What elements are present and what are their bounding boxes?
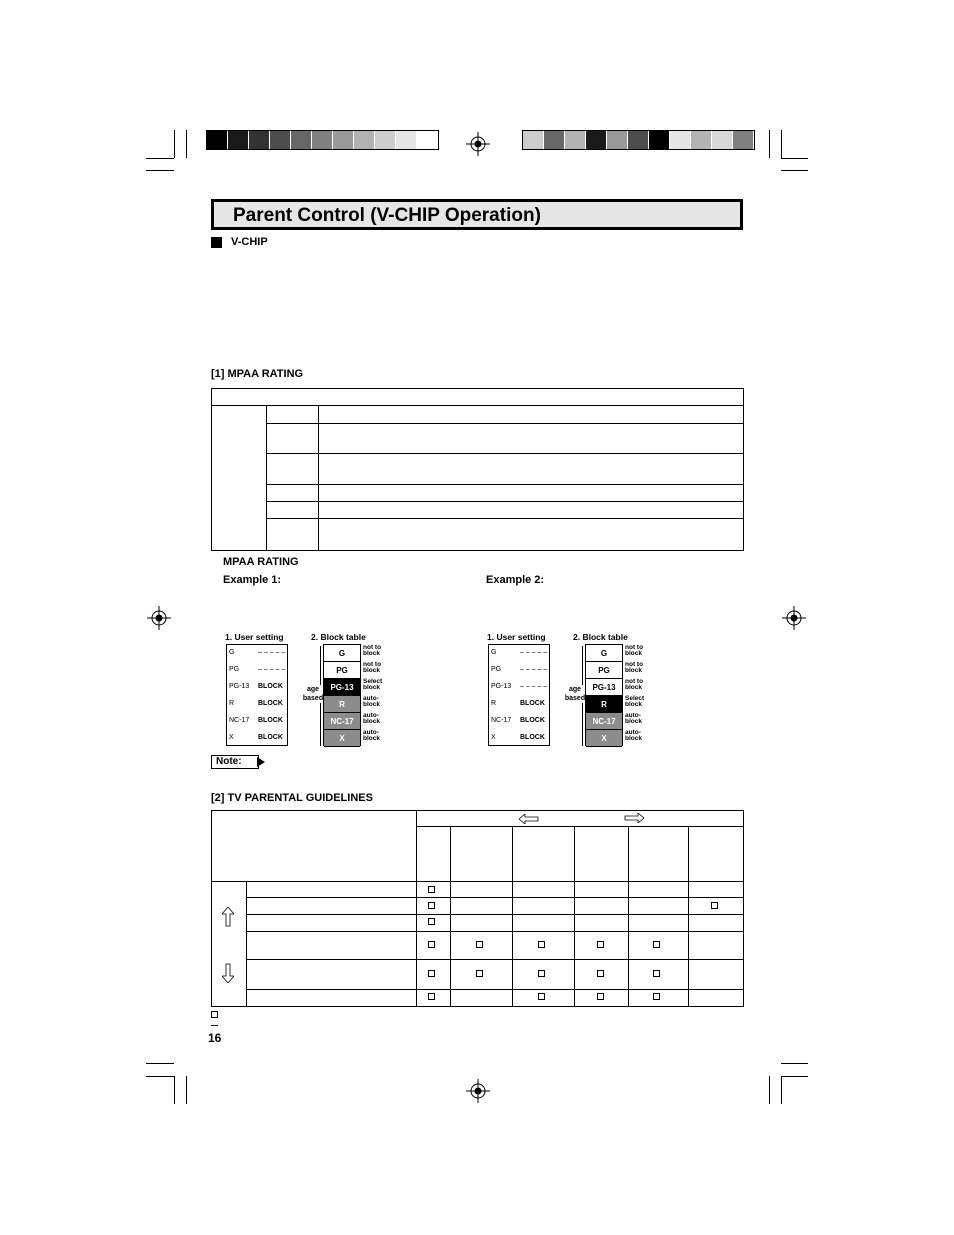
table-divider: [266, 406, 267, 551]
block-table-cell: NC-17: [324, 713, 360, 730]
user-setting-row: [489, 713, 549, 730]
rating-label: R: [491, 700, 497, 707]
block-note: block: [625, 735, 642, 742]
crop-mark: [781, 170, 808, 171]
table-divider: [246, 897, 744, 898]
block-note: block: [625, 684, 642, 691]
table-header-row: [212, 389, 743, 406]
age-label: based: [564, 695, 586, 702]
color-swatch: [291, 131, 312, 149]
crop-mark: [781, 1063, 808, 1064]
table-divider: [246, 931, 744, 932]
table-divider: [628, 826, 629, 1007]
color-swatch: [312, 131, 333, 149]
setting-value: BLOCK: [258, 683, 283, 690]
color-swatch: [354, 131, 375, 149]
table-divider: [246, 959, 744, 960]
setting-value: – – – – –: [520, 666, 548, 673]
setting-value: – – – – –: [258, 666, 286, 673]
user-setting-row: [227, 713, 287, 730]
user-setting-row: [227, 679, 287, 696]
tv-guidelines-table: [211, 810, 744, 1007]
color-calibration-bar-left: [206, 130, 439, 150]
block-table-title: 2. Block table: [311, 632, 366, 642]
crop-mark: [769, 1076, 770, 1104]
user-setting-row: [227, 730, 287, 747]
user-setting-row: [227, 696, 287, 713]
section-heading-mpaa: [1] MPAA RATING: [211, 368, 304, 380]
table-divider: [416, 811, 417, 1007]
block-note: auto-: [363, 712, 379, 719]
block-table-cell: G: [324, 645, 360, 662]
color-swatch: [207, 131, 228, 149]
block-table-cell: R: [324, 696, 360, 713]
registration-target-icon: [466, 1079, 490, 1103]
age-label: age: [563, 685, 587, 694]
block-note: block: [363, 667, 380, 674]
mpaa-rating-label: MPAA RATING: [223, 556, 299, 568]
setting-value: – – – – –: [520, 649, 548, 656]
block-note: auto-: [625, 712, 641, 719]
crop-mark: [781, 1076, 808, 1077]
section-heading-vchip: V-CHIP: [231, 236, 268, 248]
table-divider: [266, 423, 744, 424]
crop-mark: [769, 130, 770, 158]
rating-label: X: [491, 734, 496, 741]
block-note: not to: [625, 678, 644, 685]
note-arrow-icon: [257, 757, 265, 767]
arrow-up-icon: [222, 907, 234, 927]
age-label: based: [302, 695, 324, 702]
checkbox-icon: [597, 941, 604, 948]
setting-value: BLOCK: [520, 734, 545, 741]
block-note: block: [625, 667, 642, 674]
rating-label: NC-17: [491, 717, 512, 724]
crop-mark: [781, 1076, 782, 1104]
table-divider: [212, 881, 744, 882]
checkbox-icon: [538, 993, 545, 1000]
checkbox-icon: [476, 941, 483, 948]
user-setting-row: [489, 662, 549, 679]
color-swatch: [375, 131, 396, 149]
crop-mark: [174, 130, 175, 158]
rating-label: NC-17: [229, 717, 250, 724]
block-table-title: 2. Block table: [573, 632, 628, 642]
registration-target-icon: [466, 132, 490, 156]
registration-target-icon: [782, 606, 806, 630]
color-swatch: [628, 131, 649, 149]
block-table-cell: G: [586, 645, 622, 662]
mpaa-rating-table: [211, 388, 744, 551]
block-note: Select: [625, 695, 645, 702]
section-bullet: [211, 237, 222, 248]
checkbox-icon: [428, 993, 435, 1000]
block-table: [585, 644, 623, 746]
block-note: block: [625, 701, 642, 708]
footnote-dash: [211, 1025, 218, 1026]
block-table-cell: X: [324, 730, 360, 747]
checkbox-icon: [538, 941, 545, 948]
block-table: [323, 644, 361, 746]
crop-mark: [146, 1076, 174, 1077]
table-divider: [266, 453, 744, 454]
crop-mark: [186, 1076, 187, 1104]
color-swatch: [228, 131, 249, 149]
block-table-cell: X: [586, 730, 622, 747]
block-note: block: [363, 684, 380, 691]
checkbox-icon: [428, 886, 435, 893]
color-swatch: [544, 131, 565, 149]
user-setting-row: [489, 645, 549, 662]
color-swatch: [712, 131, 733, 149]
block-note: auto-: [363, 695, 379, 702]
rating-label: PG: [229, 666, 240, 673]
user-setting-title: 1. User setting: [225, 632, 284, 642]
crop-mark: [146, 158, 174, 159]
user-setting-row: [489, 679, 549, 696]
setting-value: BLOCK: [258, 717, 283, 724]
note-tag: [211, 755, 259, 769]
checkbox-icon: [653, 941, 660, 948]
setting-value: BLOCK: [258, 734, 283, 741]
color-swatch: [249, 131, 270, 149]
checkbox-icon: [597, 993, 604, 1000]
crop-mark: [781, 130, 782, 158]
block-note: auto-: [625, 729, 641, 736]
checkbox-icon: [653, 993, 660, 1000]
color-swatch: [586, 131, 607, 149]
block-table-cell: R: [586, 696, 622, 713]
setting-value: BLOCK: [520, 700, 545, 707]
table-divider: [246, 914, 744, 915]
rating-label: X: [229, 734, 234, 741]
checkbox-icon: [428, 918, 435, 925]
rating-label: G: [491, 649, 497, 656]
age-label: age: [301, 685, 325, 694]
rating-label: PG-13: [491, 683, 512, 690]
color-swatch: [417, 131, 438, 149]
rating-label: G: [229, 649, 235, 656]
block-table-cell: NC-17: [586, 713, 622, 730]
arrow-down-icon: [222, 963, 234, 983]
color-calibration-bar-right: [522, 130, 755, 150]
block-note: not to: [363, 661, 382, 668]
block-note: block: [625, 718, 642, 725]
table-divider: [318, 406, 319, 551]
setting-value: – – – – –: [520, 683, 548, 690]
registration-target-icon: [147, 606, 171, 630]
color-swatch: [565, 131, 586, 149]
page-title-box: [211, 199, 743, 230]
color-swatch: [691, 131, 712, 149]
page-number: 16: [208, 1031, 222, 1045]
crop-mark: [174, 1076, 175, 1104]
block-note: not to: [625, 644, 644, 651]
example-1-label: Example 1:: [223, 574, 282, 586]
checkbox-icon: [428, 941, 435, 948]
color-swatch: [649, 131, 670, 149]
rating-label: PG-13: [229, 683, 250, 690]
block-table-cell: PG-13: [324, 679, 360, 696]
table-divider: [416, 826, 744, 827]
user-setting-row: [227, 662, 287, 679]
footnote-checkbox-icon: [211, 1011, 218, 1018]
checkbox-icon: [428, 902, 435, 909]
block-note: auto-: [363, 729, 379, 736]
block-table-cell: PG-13: [586, 679, 622, 696]
arrow-right-icon: [624, 813, 644, 823]
checkbox-icon: [476, 970, 483, 977]
rating-label: R: [229, 700, 235, 707]
crop-mark: [146, 170, 174, 171]
checkbox-icon: [711, 902, 718, 909]
checkbox-icon: [653, 970, 660, 977]
table-divider: [688, 826, 689, 1007]
color-swatch: [396, 131, 417, 149]
table-divider: [512, 826, 513, 1007]
table-divider: [266, 484, 744, 485]
color-swatch: [670, 131, 691, 149]
crop-mark: [781, 158, 808, 159]
color-swatch: [333, 131, 354, 149]
checkbox-icon: [428, 970, 435, 977]
block-note: block: [363, 735, 380, 742]
table-divider: [266, 518, 744, 519]
section-heading-tv: [2] TV PARENTAL GUIDELINES: [211, 792, 373, 804]
block-note: block: [363, 701, 380, 708]
crop-mark: [146, 1063, 174, 1064]
color-swatch: [270, 131, 291, 149]
color-swatch: [523, 131, 544, 149]
setting-value: BLOCK: [520, 717, 545, 724]
arrow-left-icon: [519, 814, 539, 824]
color-swatch: [733, 131, 754, 149]
block-note: not to: [625, 661, 644, 668]
block-note: Select: [363, 678, 383, 685]
page-title: Parent Control (V-CHIP Operation): [233, 205, 541, 226]
user-setting-row: [489, 696, 549, 713]
table-divider: [450, 826, 451, 1007]
checkbox-icon: [538, 970, 545, 977]
block-note: block: [363, 650, 380, 657]
color-swatch: [607, 131, 628, 149]
rating-label: PG: [491, 666, 502, 673]
user-setting-box: [226, 644, 288, 746]
user-setting-title: 1. User setting: [487, 632, 546, 642]
block-note: block: [363, 718, 380, 725]
table-divider: [246, 989, 744, 990]
note-label: Note:: [216, 756, 242, 767]
checkbox-icon: [597, 970, 604, 977]
block-table-cell: PG: [324, 662, 360, 679]
block-note: block: [625, 650, 642, 657]
table-divider: [266, 501, 744, 502]
setting-value: BLOCK: [258, 700, 283, 707]
user-setting-row: [227, 645, 287, 662]
user-setting-box: [488, 644, 550, 746]
table-divider: [574, 826, 575, 1007]
crop-mark: [186, 130, 187, 158]
block-note: not to: [363, 644, 382, 651]
user-setting-row: [489, 730, 549, 747]
example-2-label: Example 2:: [486, 574, 545, 586]
block-table-cell: PG: [586, 662, 622, 679]
setting-value: – – – – –: [258, 649, 286, 656]
